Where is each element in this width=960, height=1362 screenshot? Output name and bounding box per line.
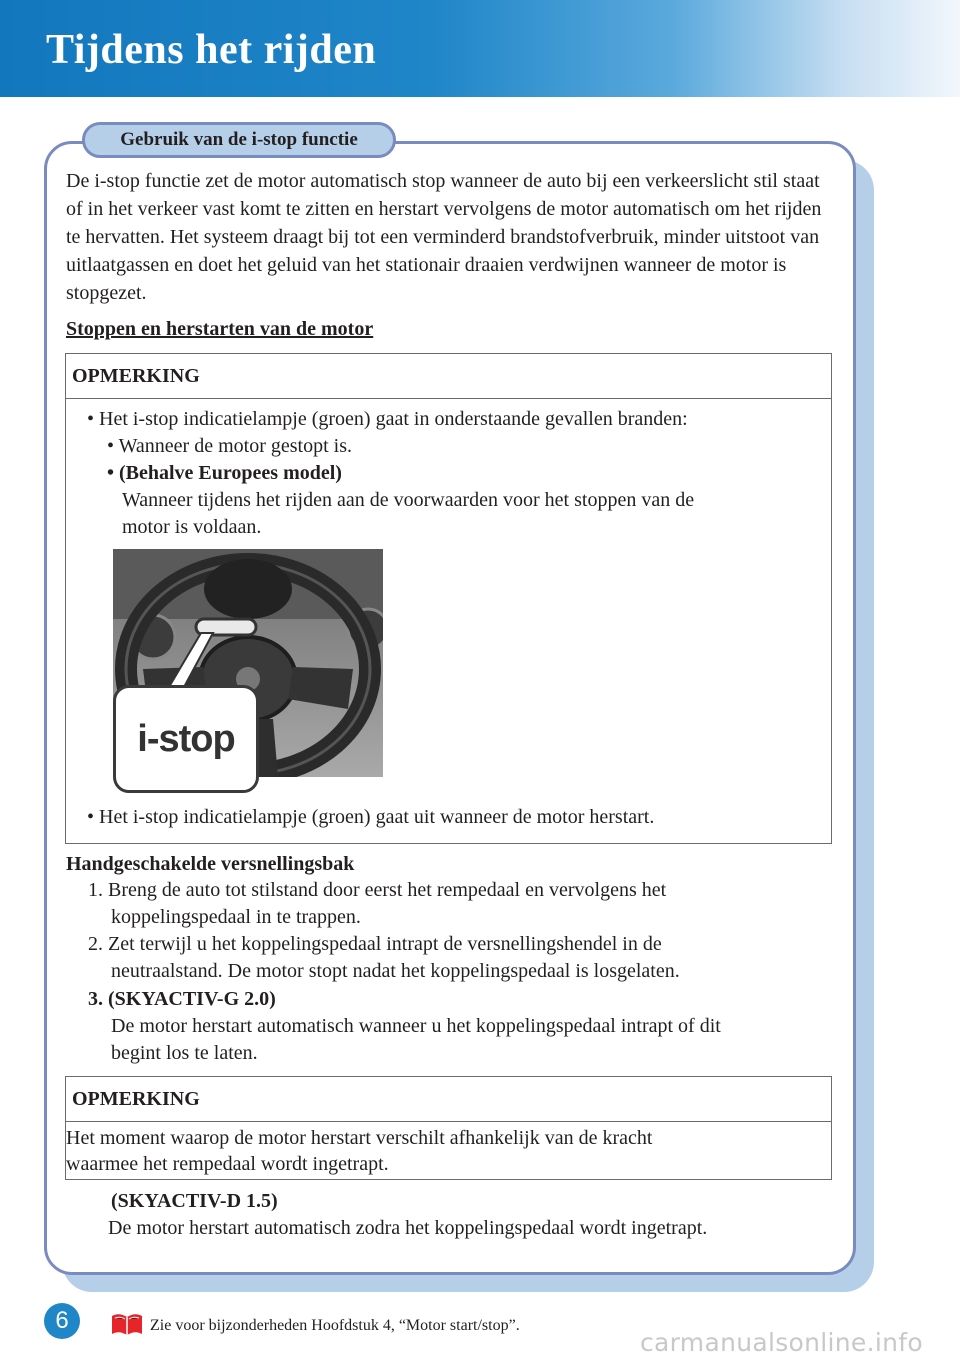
note-bullet: • Het i-stop indicatielampje (groen) gaat uit wanneer de motor herstart. xyxy=(87,806,655,828)
intro-paragraph: De i-stop functie zet de motor automatisch stop wanneer de auto bij een verkeerslicht stil staat of in het verkeer vast komt te zitten en herstart vervolgens de motor automatisch om het rijden te hervatten. Het systeem draagt bij tot een verminderd brandstofverbruik, minder uitstoot van uitlaatgassen en doet het geluid van het stationair draaien verdwijnen wanneer de motor is stopgezet. xyxy=(66,170,822,304)
step-item: 3. (SKYACTIV-G 2.0) xyxy=(88,988,276,1010)
step-item: 1. Breng de auto tot stilstand door eerst het rempedaal en vervolgens het xyxy=(88,879,667,901)
diesel-text: De motor herstart automatisch zodra het koppelingspedaal wordt ingetrapt. xyxy=(108,1217,708,1239)
note-text: motor is voldaan. xyxy=(122,516,262,538)
note-subbullet: • Wanneer de motor gestopt is. xyxy=(107,435,352,457)
i-stop-callout: i-stop xyxy=(113,685,259,793)
step-text: koppelingspedaal in te trappen. xyxy=(111,906,361,928)
diesel-heading: (SKYACTIV-D 1.5) xyxy=(111,1190,278,1212)
note-subbullet: • (Behalve Europees model) xyxy=(107,462,342,484)
page-number: 6 xyxy=(44,1303,80,1339)
note-text: Het moment waarop de motor herstart verschilt afhankelijk van de kracht xyxy=(66,1127,653,1149)
footer-reference: Zie voor bijzonderheden Hoofdstuk 4, “Motor start/stop”. xyxy=(150,1317,520,1334)
section-tab: Gebruik van de i-stop functie xyxy=(82,122,396,158)
step-text: neutraalstand. De motor stopt nadat het koppelingspedaal is losgelaten. xyxy=(111,960,680,982)
note-text: Wanneer tijdens het rijden aan de voorwaarden voor het stoppen van de xyxy=(122,489,695,511)
step-text: begint los te laten. xyxy=(111,1042,258,1064)
section-subheading: Stoppen en herstarten van de motor xyxy=(66,318,374,340)
step-text: De motor herstart automatisch wanneer u het koppelingspedaal intrapt of dit xyxy=(111,1015,721,1037)
note-heading: OPMERKING xyxy=(66,354,831,399)
watermark: carmanualsonline.info xyxy=(640,1328,923,1357)
page-title: Tijdens het rijden xyxy=(46,27,377,73)
page-header xyxy=(0,0,960,97)
note-bullet: • Het i-stop indicatielampje (groen) gaat in onderstaande gevallen branden: xyxy=(87,408,688,430)
manual-heading: Handgeschakelde versnellingsbak xyxy=(66,853,355,875)
note-heading: OPMERKING xyxy=(66,1077,831,1122)
note-text: waarmee het rempedaal wordt ingetrapt. xyxy=(66,1153,389,1175)
step-item: 2. Zet terwijl u het koppelingspedaal intrapt de versnellingshendel in de xyxy=(88,933,662,955)
book-icon xyxy=(110,1312,144,1336)
